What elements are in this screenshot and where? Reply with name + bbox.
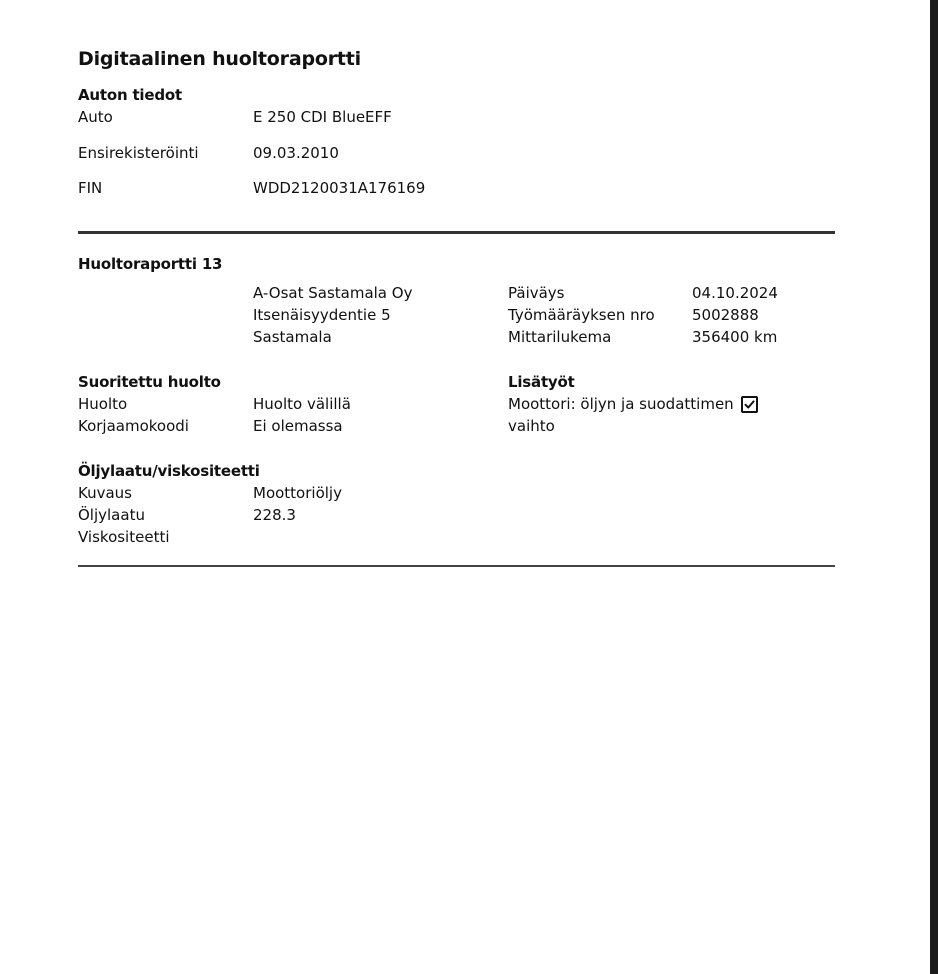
additional-work-item-line1: Moottori: öljyn ja suodattimen bbox=[508, 395, 734, 413]
oil-quality-value: 228.3 bbox=[253, 506, 296, 524]
additional-work-item-line2: vaihto bbox=[508, 417, 555, 435]
performed-service-heading: Suoritettu huolto bbox=[78, 373, 221, 391]
section-divider bbox=[78, 231, 835, 234]
car-label: Auto bbox=[78, 108, 113, 126]
description-label: Kuvaus bbox=[78, 484, 132, 502]
date-label: Päiväys bbox=[508, 284, 565, 302]
fin-value: WDD2120031A176169 bbox=[253, 179, 426, 197]
work-order-value: 5002888 bbox=[692, 306, 759, 324]
odometer-value: 356400 km bbox=[692, 328, 778, 346]
workshop-code-value: Ei olemassa bbox=[253, 417, 343, 435]
window-edge-bar bbox=[930, 0, 938, 974]
report-title: Digitaalinen huoltoraportti bbox=[78, 48, 361, 70]
service-label: Huolto bbox=[78, 395, 128, 413]
work-order-label: Työmääräyksen nro bbox=[508, 306, 655, 324]
checkmark-icon bbox=[743, 398, 756, 411]
service-value: Huolto välillä bbox=[253, 395, 351, 413]
fin-label: FIN bbox=[78, 179, 103, 197]
first-registration-value: 09.03.2010 bbox=[253, 144, 339, 162]
odometer-label: Mittarilukema bbox=[508, 328, 612, 346]
workshop-name: A-Osat Sastamala Oy bbox=[253, 284, 413, 302]
car-value: E 250 CDI BlueEFF bbox=[253, 108, 392, 126]
viscosity-label: Viskositeetti bbox=[78, 528, 170, 546]
oil-quality-label: Öljylaatu bbox=[78, 506, 145, 524]
first-registration-label: Ensirekisteröinti bbox=[78, 144, 199, 162]
workshop-code-label: Korjaamokoodi bbox=[78, 417, 189, 435]
description-value: Moottoriöljy bbox=[253, 484, 342, 502]
workshop-street: Itsenäisyydentie 5 bbox=[253, 306, 391, 324]
additional-work-heading: Lisätyöt bbox=[508, 373, 575, 391]
service-report-heading: Huoltoraportti 13 bbox=[78, 255, 223, 273]
oil-heading: Öljylaatu/viskositeetti bbox=[78, 462, 260, 480]
date-value: 04.10.2024 bbox=[692, 284, 778, 302]
vehicle-heading: Auton tiedot bbox=[78, 86, 182, 104]
additional-work-checkbox[interactable] bbox=[741, 396, 758, 413]
bottom-divider bbox=[78, 565, 835, 567]
workshop-city: Sastamala bbox=[253, 328, 332, 346]
